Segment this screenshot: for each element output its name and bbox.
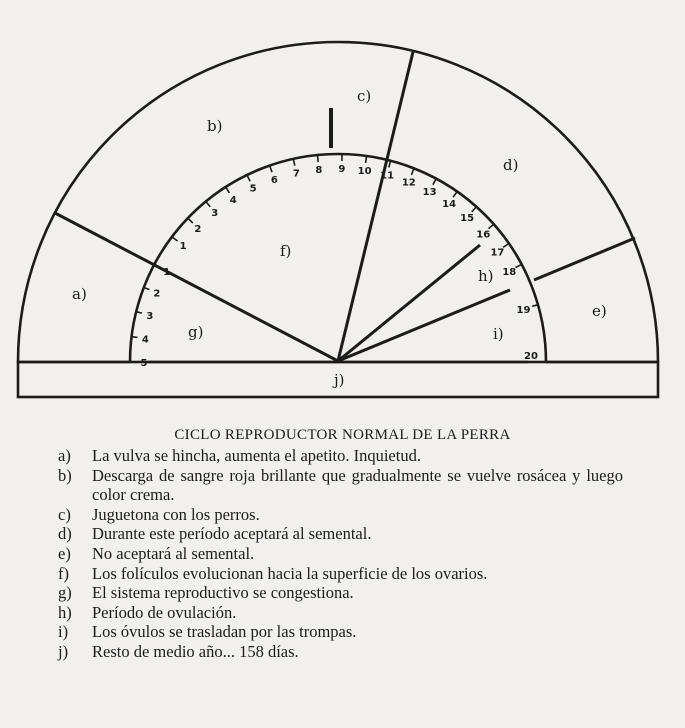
legend-item-text: Juguetona con los perros. [92, 504, 260, 524]
dial-tick-label: 14 [442, 199, 457, 210]
dial-tick-label: 7 [292, 168, 300, 180]
dial-tick-label: 4 [229, 194, 237, 206]
dial-tick-label: 8 [315, 164, 323, 176]
dial-tick-label: 13 [422, 187, 437, 198]
label-f: f) [280, 242, 292, 260]
legend-item-text: Los folículos evolucionan hacia la superficie de los ovarios. [92, 563, 488, 583]
dial-tick-label: 15 [460, 213, 475, 225]
dial-tick [516, 265, 521, 268]
dial-tick-label: 6 [270, 174, 278, 186]
label-h: h) [478, 267, 494, 285]
legend-item [58, 603, 623, 623]
label-a: a) [72, 285, 87, 303]
legend-item-key: e) [58, 543, 71, 563]
bottom-dial-tick-label: 20 [524, 351, 538, 362]
dial-tick [189, 219, 193, 223]
legend-item-key: f) [58, 563, 69, 583]
legend-item [58, 524, 623, 544]
legend-item-key: i) [58, 622, 69, 642]
dial-tick [366, 157, 367, 163]
legend-item [58, 505, 623, 525]
dial-tick [270, 167, 272, 173]
label-i: i) [493, 325, 504, 343]
label-e: e) [592, 302, 607, 320]
legend-item-key: d) [58, 524, 72, 544]
legend-item-text: Período de ovulación. [92, 602, 237, 622]
divider-ray-16 [338, 245, 480, 361]
label-d: d) [503, 156, 519, 174]
label-c: c) [357, 87, 372, 105]
legend-item-text: Resto de medio año... 158 días. [92, 641, 299, 661]
legend-item-text: Los óvulos se trasladan por las trompas. [92, 622, 357, 642]
legend-item-key: h) [58, 602, 72, 622]
legend-item [58, 622, 623, 642]
dial-tick-label: 18 [502, 266, 517, 278]
legend-item [58, 544, 623, 564]
dial-tick [173, 237, 178, 241]
dial-tick-label: 10 [357, 165, 372, 177]
dial-tick [247, 176, 250, 181]
legend-title: CICLO REPRODUCTOR NORMAL DE LA PERRA [174, 427, 511, 443]
dial-tick [472, 208, 476, 212]
inner-dial-tick [132, 337, 138, 338]
legend-item-text: Descarga de sangre roja brillante que gradualmente se vuelve rosácea y luego color crema. [92, 465, 623, 505]
inner-dial-tick-label: 2 [153, 288, 161, 300]
dial-tick-label: 17 [490, 247, 505, 259]
legend-item-key: a) [58, 446, 71, 465]
legend-item-key: g) [58, 583, 72, 603]
legend-item-text: La vulva se hincha, aumenta el apetito. Inquietud. [92, 446, 421, 465]
dial-tick-label: 2 [194, 223, 202, 235]
outer-arc [18, 42, 658, 362]
bottom-dial-tick-label: 19 [516, 304, 531, 316]
inner-dial-tick-label: 5 [140, 358, 148, 369]
label-g: g) [188, 323, 204, 341]
legend-list [58, 446, 623, 662]
inner-dial-tick [144, 288, 150, 290]
dial-tick-label: 11 [380, 170, 395, 182]
legend-item-text: El sistema reproductivo se congestiona. [92, 583, 354, 603]
legend-item-key: b) [58, 465, 72, 485]
dial-tick [489, 225, 494, 229]
dial-tick-label: 9 [338, 164, 346, 175]
dial-tick [206, 202, 210, 207]
dial-tick-label: 16 [476, 229, 491, 241]
legend-item [58, 466, 623, 505]
dial-tick [411, 169, 413, 175]
dial-tick-label: 12 [401, 177, 416, 189]
legend-item-key: c) [58, 504, 71, 524]
divider-d-e [534, 238, 635, 280]
legend-item-text: No aceptará al semental. [92, 543, 255, 563]
label-j: j) [334, 371, 345, 389]
legend-item [58, 642, 623, 662]
dial-tick [294, 160, 295, 166]
legend-item-key: j) [58, 641, 69, 661]
legend-item [58, 564, 623, 584]
dial-tick [389, 162, 391, 168]
dial-tick-label: 1 [179, 241, 187, 253]
divider-ray-18 [338, 290, 510, 361]
legend-item [58, 583, 623, 603]
dial-tick [226, 188, 229, 193]
inner-dial-tick-label: 1 [163, 266, 171, 278]
dial-tick-label: 3 [211, 208, 219, 220]
inner-dial-tick-label: 4 [141, 334, 149, 346]
dial-tick [453, 192, 457, 197]
inner-dial-tick-label: 3 [146, 311, 154, 323]
dial-tick [433, 180, 436, 185]
legend-item [58, 446, 623, 466]
dial-tick-label: 5 [249, 183, 257, 195]
label-b: b) [207, 117, 223, 135]
legend-item-text: Durante este período aceptará al semental. [92, 524, 372, 544]
divider-b-c-d [338, 52, 413, 361]
dial-tick [318, 156, 319, 162]
